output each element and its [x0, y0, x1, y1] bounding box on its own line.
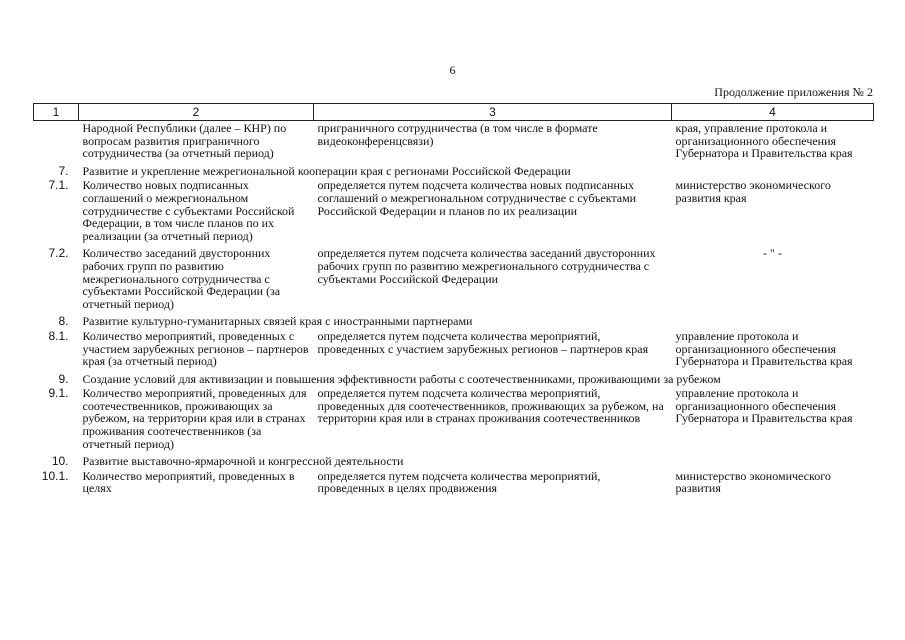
section-row [34, 369, 874, 387]
continuation-label: Продолжение приложения № 2 [714, 85, 873, 99]
calculation-method: определяется путем подсчета количества мероприятий, проведенных для соотечественников, проживающих за рубежом, на территории края или в странах проживания соотечественников [317, 386, 664, 426]
section-number: 9. [58, 371, 69, 386]
section-row [34, 311, 874, 329]
section-title: Развитие выставочно-ярмарочной и конгрессной деятельности [82, 454, 404, 469]
section-title: Создание условий для активизации и повышения эффективности работы с соотечественниками, проживающими за рубежом [82, 371, 721, 386]
page-number: 6 [449, 63, 456, 77]
table-row [34, 243, 874, 311]
section-row [34, 451, 874, 469]
table-row [34, 329, 874, 369]
section-title: Развитие культурно-гуманитарных связей края с иностранными партнерами [82, 314, 473, 329]
row-number [34, 121, 79, 161]
responsible-body: управление протокола и организационного обеспечения Губернатора и Правительства края [675, 386, 853, 426]
responsible-body: министерство экономического развития [675, 468, 831, 496]
indicators-table [33, 103, 874, 496]
calculation-method: определяется путем подсчета количества мероприятий, проведенных с участием зарубежных регионов – партнеров края [317, 328, 649, 356]
row-number: 10.1. [41, 468, 69, 483]
calculation-method: определяется путем подсчета количества мероприятий, проведенных в целях продвижения [317, 468, 601, 496]
section-number: 10. [51, 454, 69, 469]
section-title: Развитие и укрепление межрегиональной кооперации края с регионами Российской Федерации [82, 163, 571, 178]
column-header: 3 [314, 104, 672, 121]
indicator-name: Количество мероприятий, проведенных для соотечественников, проживающих за рубежом, на территории края или в странах проживания соотечественников (за отчетный период) [82, 386, 307, 451]
section-number: 7. [58, 163, 69, 178]
table-row [34, 469, 874, 496]
section-number: 8. [58, 314, 69, 329]
indicator-name: Количество новых подписанных соглашений о межрегиональном сотрудничестве с субъектами Российской Федерации, в том числе планов по их реализации (за отчетный период) [82, 178, 295, 243]
responsible-body-ditto: - " - [763, 246, 782, 261]
indicator-name: Количество мероприятий, проведенных в целях [82, 468, 295, 496]
indicator-name: Количество мероприятий, проведенных с участием зарубежных регионов – партнеров края (за отчетный период) [82, 328, 309, 369]
table-row [34, 386, 874, 451]
table-row [34, 121, 874, 161]
row-number: 7.1. [48, 178, 69, 193]
indicator-name: Количество заседаний двусторонних рабочих групп по развитию межрегионального сотрудничества с субъектами Российской Федерации (за отчетный период) [82, 246, 281, 311]
responsible-body: управление протокола и организационного обеспечения Губернатора и Правительства края [675, 328, 853, 369]
indicator-name: Народной Республики (далее – КНР) по вопросам развития приграничного сотрудничества (за отчетный период) [82, 121, 287, 161]
calculation-method: приграничного сотрудничества (в том числе в формате видеоконференцсвязи) [317, 121, 598, 148]
column-header: 2 [79, 104, 314, 121]
table-row [34, 178, 874, 243]
column-header: 1 [34, 104, 79, 121]
row-number: 7.2. [48, 246, 69, 261]
calculation-method: определяется путем подсчета количества заседаний двусторонних рабочих групп по развитию межрегионального сотрудничества с субъектами Российской Федерации [317, 246, 656, 286]
responsible-body: министерство экономического развития края [675, 178, 831, 205]
table-header-row [34, 104, 874, 121]
row-number: 8.1. [48, 328, 69, 343]
row-number: 9.1. [48, 386, 69, 401]
calculation-method: определяется путем подсчета количества новых подписанных соглашений о межрегиональном сотрудничестве с субъектами Российской Федерации и планов по их реализации [317, 178, 637, 218]
column-header: 4 [672, 104, 874, 121]
responsible-body: края, управление протокола и организационного обеспечения Губернатора и Правительства края [675, 121, 853, 161]
section-row [34, 161, 874, 179]
